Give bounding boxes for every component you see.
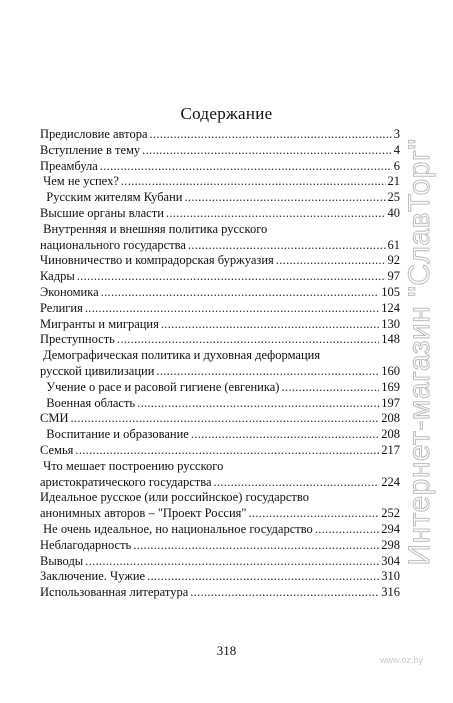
toc-entry-title: Высшие органы власти (40, 205, 164, 220)
toc-entry (40, 159, 400, 175)
page-title: Содержание (180, 104, 273, 123)
dot-leader (77, 269, 386, 285)
dot-leader (121, 174, 386, 190)
dot-leader (214, 475, 380, 491)
toc-entry-page: 130 (381, 316, 400, 331)
toc-entry-line-last (40, 143, 400, 159)
dot-leader (249, 506, 380, 522)
toc-entry-title: Заключение. Чужие (40, 569, 146, 584)
toc-entry-line-last (40, 206, 400, 222)
toc-entry (40, 427, 400, 443)
toc-entry-line-last (40, 317, 400, 333)
toc-entry (40, 127, 400, 143)
toc-entry-line-last (40, 364, 400, 380)
toc-entry (40, 269, 400, 285)
toc-entry-title: Преамбула (40, 158, 98, 173)
dot-leader (276, 253, 386, 269)
toc-entry-page: 97 (387, 269, 400, 284)
toc-entry-title: Что мешает построению русского (40, 458, 224, 473)
toc-entry-line-last (40, 238, 400, 254)
toc-entry-title: национального государства (40, 237, 186, 252)
toc-entry-line-last (40, 301, 400, 317)
toc-entry-line-last (40, 411, 400, 427)
toc-entry-line-last (40, 380, 400, 396)
dot-leader (184, 190, 385, 206)
dot-leader (70, 411, 379, 427)
toc-entry-line-last (40, 569, 400, 585)
toc-entry-page: 208 (381, 427, 400, 442)
toc-entry-page: 148 (381, 332, 400, 347)
toc-entry-line-last (40, 253, 400, 269)
dot-leader (281, 380, 379, 396)
dot-leader (133, 538, 379, 554)
toc-entry-title: Выводы (40, 553, 84, 568)
toc-entry-line-last (40, 585, 400, 601)
dot-leader (137, 396, 379, 412)
toc-entry-line-last (40, 554, 400, 570)
toc-entry-title: Военная область (40, 395, 136, 410)
toc-entry-page: 224 (381, 474, 400, 489)
toc-entry-line-last (40, 443, 400, 459)
page-number: 318 (216, 643, 237, 658)
toc-entry-line-last (40, 538, 400, 554)
toc-entry-line-last (40, 506, 400, 522)
toc-entry (40, 317, 400, 333)
toc-entry-page: 217 (381, 442, 400, 457)
toc-entry-title: Чиновничество и компрадорская буржуазия (40, 253, 274, 268)
table-of-contents (40, 127, 400, 601)
toc-entry (40, 174, 400, 190)
toc-entry-line-last (40, 127, 400, 143)
toc-entry-line (40, 459, 400, 475)
toc-entry-page: 92 (387, 253, 400, 268)
toc-entry-title: Преступность (40, 332, 115, 347)
toc-entry-title: Демографическая политика и духовная деформация (40, 348, 321, 363)
toc-entry-page: 197 (381, 395, 400, 410)
toc-entry (40, 380, 400, 396)
toc-entry-title: Семья (40, 442, 74, 457)
toc-entry-title: русской цивилизации (40, 363, 155, 378)
dot-leader (85, 301, 379, 317)
dot-leader (147, 569, 379, 585)
toc-entry (40, 554, 400, 570)
dot-leader (142, 143, 392, 159)
toc-entry-title: Вступление в тему (40, 142, 141, 157)
dot-leader (188, 238, 386, 254)
toc-entry (40, 411, 400, 427)
toc-entry (40, 522, 400, 538)
toc-entry-page: 160 (381, 363, 400, 378)
toc-entry-page: 208 (381, 411, 400, 426)
watermark-text: Интернет-магазин "СлавТорг" (403, 138, 436, 566)
toc-entry-line-last (40, 522, 400, 538)
toc-entry-title: Чем не успех? (40, 174, 119, 189)
toc-entry (40, 285, 400, 301)
toc-entry-line-last (40, 174, 400, 190)
toc-entry-page: 298 (381, 537, 400, 552)
toc-entry-page: 4 (393, 142, 400, 157)
toc-entry-page: 310 (381, 569, 400, 584)
toc-entry (40, 190, 400, 206)
toc-entry (40, 143, 400, 159)
toc-entry-page: 294 (381, 521, 400, 536)
toc-entry-title: Мигранты и миграция (40, 316, 159, 331)
toc-entry-page: 40 (387, 205, 400, 220)
toc-entry (40, 585, 400, 601)
toc-entry-page: 3 (393, 127, 400, 141)
dot-leader (190, 585, 379, 601)
toc-entry-line (40, 490, 400, 506)
toc-entry-title: Русским жителям Кубани (40, 190, 183, 205)
toc-entry-line-last (40, 396, 400, 412)
watermark-url: www.oz.by (380, 655, 424, 665)
toc-entry-title: Неблагодарность (40, 537, 132, 552)
toc-entry-page: 105 (381, 284, 400, 299)
toc-entry-title: Воспитание и образование (40, 427, 189, 442)
toc-entry-line-last (40, 159, 400, 175)
toc-entry-title: анонимных авторов – "Проект Россия" (40, 506, 247, 521)
toc-entry (40, 396, 400, 412)
toc-entry-title: Внутренняя и внешняя политика русского (40, 221, 268, 236)
toc-entry-title: СМИ (40, 411, 69, 426)
toc-entry-title: аристократического государства (40, 474, 212, 489)
dot-leader (166, 206, 386, 222)
toc-entry-page: 124 (381, 300, 400, 315)
toc-entry-page: 304 (381, 553, 400, 568)
dot-leader (100, 159, 392, 175)
toc-entry-page: 21 (387, 174, 400, 189)
toc-entry-title: Использованная литература (40, 585, 189, 600)
toc-entry-line-last (40, 285, 400, 301)
dot-leader (150, 127, 392, 143)
toc-entry (40, 301, 400, 317)
toc-entry-page: 316 (381, 585, 400, 600)
dot-leader (161, 317, 379, 333)
toc-entry (40, 206, 400, 222)
toc-entry-title: Кадры (40, 269, 75, 284)
toc-entry (40, 538, 400, 554)
toc-entry-title: Не очень идеальное, но национальное государство (40, 521, 313, 536)
toc-entry (40, 459, 400, 491)
toc-entry-title: Учение о расе и расовой гигиене (евгеника) (40, 379, 280, 394)
toc-entry-page: 169 (381, 379, 400, 394)
dot-leader (75, 443, 379, 459)
toc-entry-line-last (40, 475, 400, 491)
dot-leader (85, 554, 379, 570)
toc-entry-title: Экономика (40, 284, 99, 299)
toc-entry-line-last (40, 269, 400, 285)
toc-entry (40, 332, 400, 348)
dot-leader (156, 364, 379, 380)
toc-entry-page: 252 (381, 506, 400, 521)
dot-leader (191, 427, 379, 443)
toc-entry-page: 25 (387, 190, 400, 205)
toc-entry-title: Идеальное русское (или российнское) государство (40, 490, 309, 505)
toc-entry-page: 6 (393, 158, 400, 173)
toc-entry (40, 222, 400, 254)
toc-entry-line-last (40, 332, 400, 348)
toc-entry (40, 443, 400, 459)
toc-entry-line (40, 222, 400, 238)
dot-leader (315, 522, 379, 538)
toc-entry (40, 253, 400, 269)
toc-entry (40, 569, 400, 585)
toc-entry-page: 61 (387, 237, 400, 252)
toc-entry-title: Предисловие автора (40, 127, 148, 141)
dot-leader (117, 332, 379, 348)
dot-leader (101, 285, 380, 301)
toc-entry-line (40, 348, 400, 364)
toc-entry (40, 490, 400, 522)
toc-entry-line-last (40, 427, 400, 443)
toc-entry-line-last (40, 190, 400, 206)
toc-entry-title: Религия (40, 300, 83, 315)
toc-entry (40, 348, 400, 380)
